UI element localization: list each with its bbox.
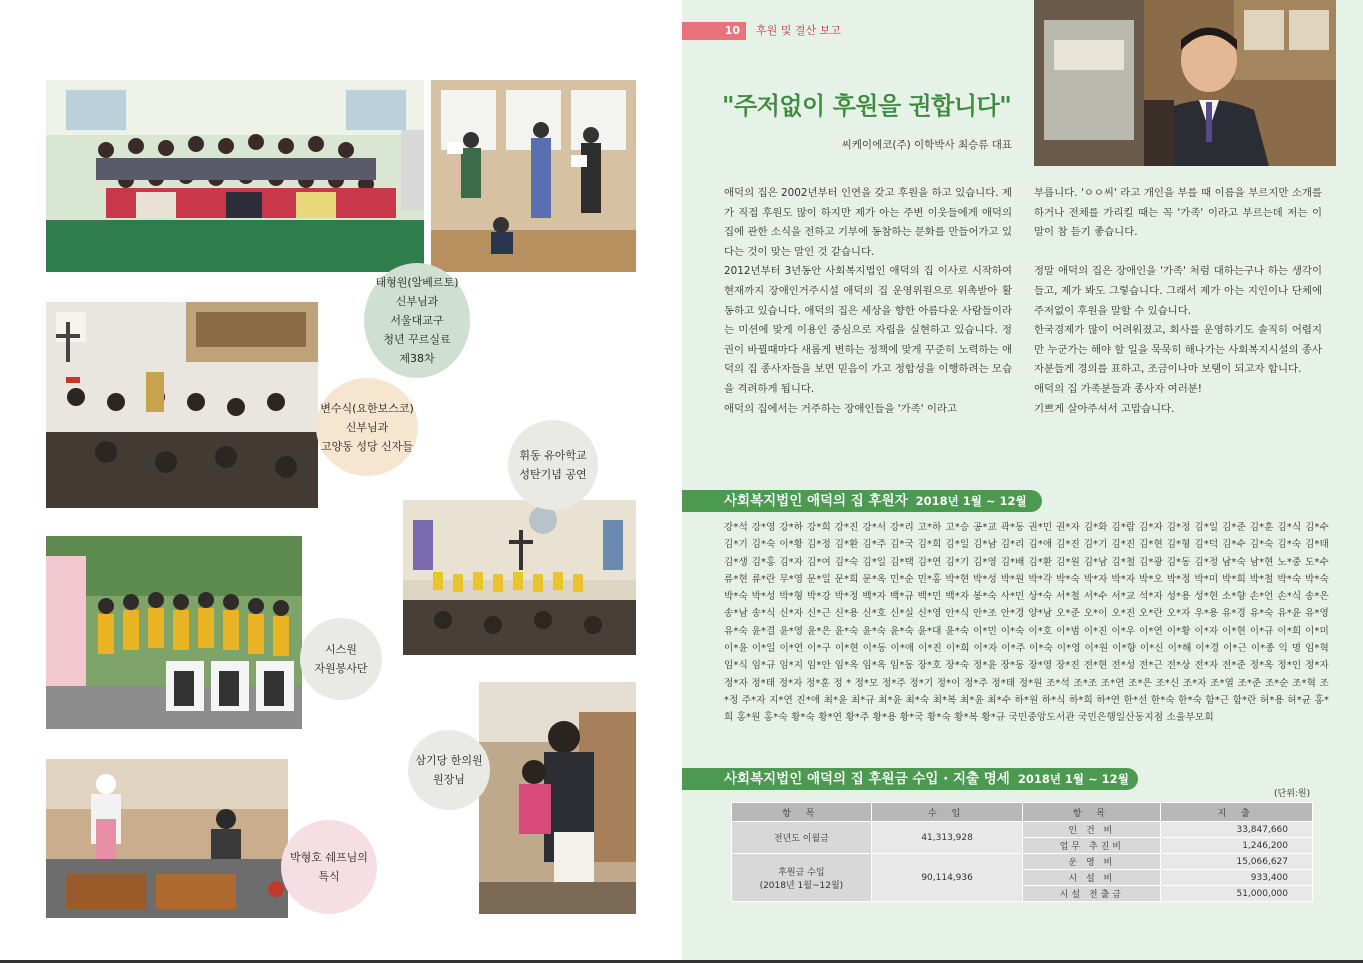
photo-volunteer-group bbox=[46, 536, 302, 729]
article-paragraph: 2012년부터 3년동안 사회복지법인 애덕의 집 이사로 시작하여 현재까지 장애인거주시설 애덕의 집 운영위원으로 위촉받아 활동하고 있습니다. 애덕의 집은 세상을 향한 아름다운 사람들이라는 미션에 맞게 이용인 중심으로 자립을 실현하고 있습니다. 정권이 바뀔때마다 새롭게 변하는 정책에 맞게 꾸준히 노력하는 애덕의 집 종사자들을 보면 믿음이 가고 정합성을 이행하려는 모습을 격려하게 됩니다. bbox=[724, 265, 1012, 395]
finance-table-header-row bbox=[732, 803, 1313, 822]
donors-section-title: 사회복지법인 애덕의 집 후원자 bbox=[724, 493, 908, 509]
article-paragraph: 한국경제가 많이 어려워졌고, 회사를 운영하기도 솔직히 어렵지만 누군가는 해야 할 일을 묵묵히 해나가는 사회복지시설의 종사자분들게 경의를 표하고, 조금이나마 보탬이 되고자 합니다. bbox=[1034, 324, 1322, 376]
photo-chef-special-meal bbox=[46, 759, 288, 918]
table-row bbox=[732, 822, 1313, 838]
finance-table bbox=[731, 802, 1313, 902]
paragraph-gap bbox=[1034, 243, 1322, 263]
finance-section-title: 사회복지법인 애덕의 집 후원금 수입 · 지출 명세 bbox=[724, 771, 1010, 787]
donors-section-period: 2018년 1월 ~ 12월 bbox=[915, 494, 1027, 508]
caption-bubble-chef-meal: 박형호 쉐프님의 특식 bbox=[281, 820, 377, 914]
col-header-expense-item: 항 목 bbox=[1023, 803, 1161, 822]
finance-section-banner bbox=[682, 768, 1138, 790]
article-column-left bbox=[724, 184, 1012, 419]
expense-amount: 933,400 bbox=[1161, 870, 1313, 886]
article-paragraph: 정말 애덕의 집은 장애인을 '가족' 처럼 대하는구나 하는 생각이 들고, 제가 봐도 그렇습니다. 그래서 제가 아는 지인이나 단체에 주저없이 후원을 말할 수 있습니다. bbox=[1034, 265, 1322, 317]
income-amount-carryover: 41,313,928 bbox=[871, 822, 1023, 854]
caption-bubble-volunteer-team: 시스원 자원봉사단 bbox=[300, 618, 382, 700]
page-number: 10 bbox=[682, 22, 746, 40]
expense-item: 시설 전출금 bbox=[1023, 886, 1161, 902]
income-item-carryover: 전년도 이월금 bbox=[732, 822, 872, 854]
income-item-donations-label: 후원금 수입 bbox=[778, 867, 825, 878]
article-paragraph: 부릅니다. 'ㅇㅇ씨' 라고 개인을 부를 때 이름을 부르지만 소개를 하거나 전체를 가리킬 때는 꼭 '가족' 이라고 부르는데 저는 이 말이 참 듣기 좋습니다. bbox=[1034, 187, 1322, 239]
expense-item: 업무 추진비 bbox=[1023, 838, 1161, 854]
article-paragraph: 애덕의 집은 2002년부터 인연을 갖고 후원을 하고 있습니다. 제가 직접 후원도 많이 하지만 제가 아는 주변 이웃들에게 애덕의 집에 관한 소식을 전하고 기부에 동참하는 문화를 만들어가고 있다는 것이 맞는 말인 것 같습니다. bbox=[724, 187, 1012, 258]
income-item-donations bbox=[732, 854, 872, 902]
article-paragraph: 기쁘게 살아주셔서 고맙습니다. bbox=[1034, 402, 1175, 415]
section-title: 후원 및 결산 보고 bbox=[756, 24, 841, 37]
article-column-right bbox=[1034, 184, 1322, 419]
expense-item: 시 설 비 bbox=[1023, 870, 1161, 886]
col-header-income-amount: 수 입 bbox=[871, 803, 1023, 822]
article-paragraph: 애덕의 집 가족분들과 종사자 여러분! bbox=[1034, 382, 1202, 395]
photo-church-gathering bbox=[46, 302, 318, 508]
photo-kids-christmas-show bbox=[403, 500, 636, 655]
expense-item: 인 건 비 bbox=[1023, 822, 1161, 838]
expense-amount: 33,847,660 bbox=[1161, 822, 1313, 838]
table-row bbox=[732, 854, 1313, 870]
donors-section-banner bbox=[682, 490, 1042, 512]
article-headline: "주저없이 후원을 권합니다" bbox=[722, 91, 1012, 120]
caption-bubble-youth-cursillo: 태형원(알베르토) 신부님과 서울대교구 청년 꾸르실료 제38차 bbox=[364, 263, 470, 378]
finance-unit-label: (단위:원) bbox=[1274, 789, 1311, 799]
photo-ceo-portrait bbox=[1034, 0, 1336, 166]
col-header-expense-amount: 지 출 bbox=[1161, 803, 1313, 822]
photo-group-gathering bbox=[46, 80, 424, 272]
caption-bubble-kindergarten-show: 휘동 유아학교 성탄기념 공연 bbox=[508, 420, 598, 510]
income-item-donations-period: (2018년 1월~12월) bbox=[759, 880, 844, 891]
donor-name-list: 강*석 강*영 강*하 강*희 강*진 강*서 강*리 고*하 고*승 공*교 곽*동 권*민 권*자 김*화 김*람 김*자 김*정 김*일 김*준 김*훈 김*식 김*수 김*기 김*숙 이*황 김*정 김*환 김*주 김*국 김*희 김*일 김*남 김*리 김*애 김*진 김*기 김*진 김*현 김*형 김*덕 김*수 김*숙 김*숙 김*태 김*생 김*홍 김*자 김*여 김*숙 김*일 김*택 김*연 김*기 김*영 김*배 김*환 김*원 김*남 김*철 김*광 김*동 김*정 남*숙 남*현 노*중 도*수 류*현 류*란 무*영 문*일 문*희 문*옥 민*순 민*홍 박*현 박*성 박*원 박*각 박*숙 박*자 박*자 박*오 박*정 박*미 박*희 박*철 박*숙 박*숙 박*숙 박*성 박*형 박*강 박*정 백*자 백*규 백*민 백*자 봉*숙 사*민 상*숙 서*철 서*수 서*교 석*자 성*용 성*현 소*향 손*언 손*식 송*은 송*남 송*식 신*자 신*근 신*용 신*호 신*실 신*영 안*식 안*조 안*경 양*남 오*준 오*이 오*진 오*란 오*자 우*용 유*경 유*숙 유*윤 유*영 유*숙 윤*결 윤*영 윤*은 윤*숙 윤*숙 윤*숙 윤*대 윤*숙 이*민 이*숙 이*호 이*범 이*진 이*우 이*연 이*황 이*자 이*현 이*규 이*희 이*미 이*윤 이*일 이*연 이*구 이*현 이*동 이*애 이*진 이*희 이*자 이*주 이*숙 이*영 이*원 이*향 이*신 이*해 이*경 이*근 이*종 익 명 임*혁 임*식 임*규 임*지 임*안 임*옥 임*옥 임*동 장*호 장*숙 정*윤 장*동 장*영 장*진 전*현 전*성 전*근 전*상 전*자 전*준 정*옥 정*인 정*자 정*자 정*태 정*자 정*훈 정 * 정*모 정*주 정*기 정*이 정*주 정*태 정*원 조*석 조*조 조*연 조*은 조*신 조*자 조*열 조*준 조*순 조*혁 조*정 주*자 지*연 진*애 최*윤 최*규 최*윤 최*숙 최*복 최*윤 최*수 하*원 하*식 하*희 하*연 한*선 한*숙 한*숙 함*근 함*란 허*용 허*균 홍*희 홍*원 홍*숙 황*숙 황*연 황*주 황*용 황*국 황*숙 황*복 황*규 국민중앙도서관 국민은행일산동지점 소울부모회 bbox=[724, 522, 1329, 724]
finance-section-period: 2018년 1월 ~ 12월 bbox=[1017, 772, 1129, 786]
caption-bubble-oriental-clinic: 삼기당 한의원 원장님 bbox=[408, 730, 490, 810]
expense-amount: 51,000,000 bbox=[1161, 886, 1313, 902]
expense-amount: 15,066,627 bbox=[1161, 854, 1313, 870]
caption-bubble-parish-visit: 변수식(요한보스코) 신부님과 고양동 성당 신자들 bbox=[316, 378, 418, 476]
expense-amount: 1,246,200 bbox=[1161, 838, 1313, 854]
photo-performance-stage bbox=[431, 80, 636, 272]
article-byline: 씨케이에코(주) 이학박사 최승류 대표 bbox=[841, 139, 1012, 151]
article-paragraph: 애덕의 집에서는 거주하는 장애인들을 '가족' 이라고 bbox=[724, 402, 958, 415]
col-header-income-item: 항 목 bbox=[732, 803, 872, 822]
expense-item: 운 영 비 bbox=[1023, 854, 1161, 870]
income-amount-donations: 90,114,936 bbox=[871, 854, 1023, 902]
photo-doctor-visit bbox=[479, 682, 636, 914]
